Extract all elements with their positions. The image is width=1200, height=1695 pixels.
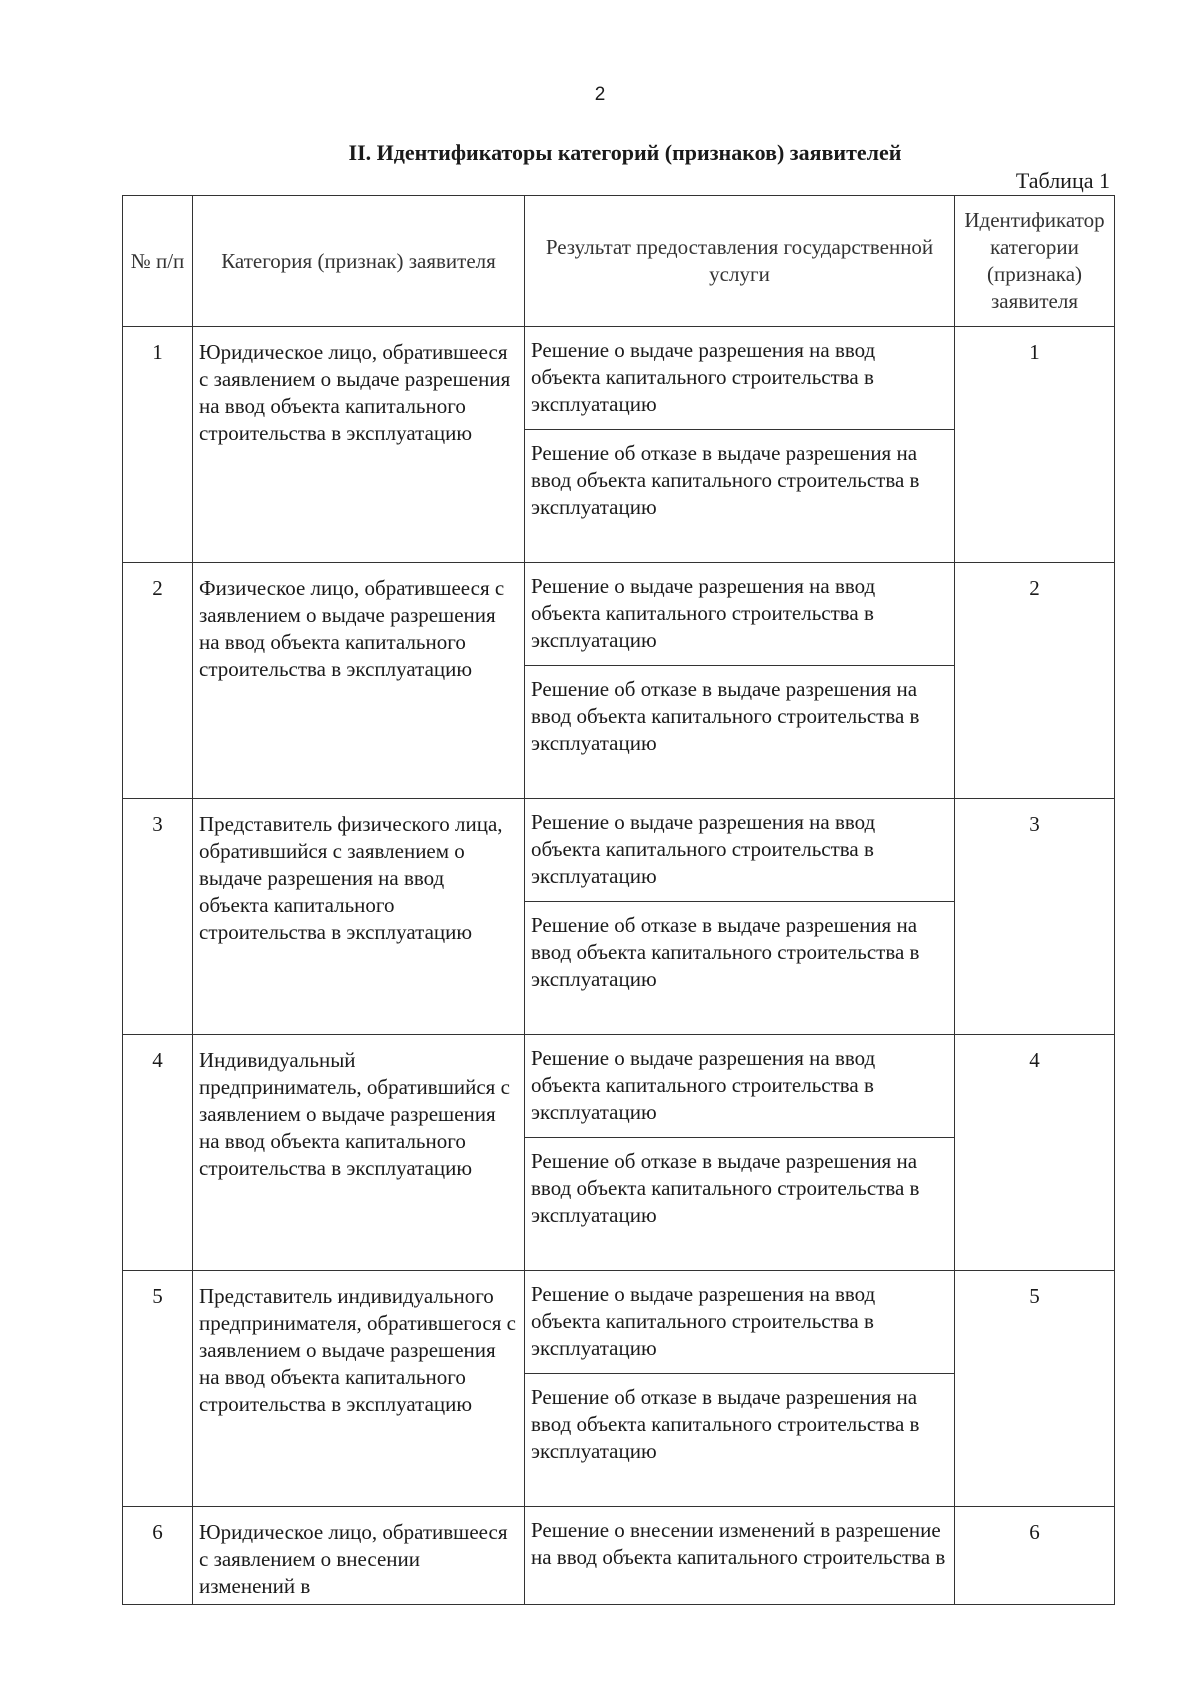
table-row xyxy=(123,563,1115,666)
service-result: Решение об отказе в выдаче разрешения на ввод объекта капитального строительства в эксплуатацию xyxy=(525,1374,955,1507)
table-row xyxy=(123,799,1115,902)
applicant-category: Представитель физического лица, обратившийся с заявлением о выдаче разрешения на ввод объекта капитального строительства в эксплуатацию xyxy=(193,799,525,1035)
category-identifier: 2 xyxy=(955,563,1115,799)
row-number: 4 xyxy=(123,1035,193,1271)
service-result: Решение о выдаче разрешения на ввод объекта капитального строительства в эксплуатацию xyxy=(525,1035,955,1138)
service-result: Решение о выдаче разрешения на ввод объекта капитального строительства в эксплуатацию xyxy=(525,563,955,666)
header-result: Результат предоставления государственной услуги xyxy=(525,196,955,327)
applicant-categories-table xyxy=(122,195,1115,1605)
category-identifier: 3 xyxy=(955,799,1115,1035)
category-identifier: 4 xyxy=(955,1035,1115,1271)
service-result: Решение о внесении изменений в разрешение на ввод объекта капитального строительства в xyxy=(525,1507,955,1605)
section-title: II. Идентификаторы категорий (признаков) заявителей xyxy=(348,140,902,165)
table-row xyxy=(123,327,1115,430)
applicant-category: Юридическое лицо, обратившееся с заявлением о выдаче разрешения на ввод объекта капитального строительства в эксплуатацию xyxy=(193,327,525,563)
service-result: Решение о выдаче разрешения на ввод объекта капитального строительства в эксплуатацию xyxy=(525,327,955,430)
applicant-category: Юридическое лицо, обратившееся с заявлением о внесении изменений в xyxy=(193,1507,525,1605)
service-result: Решение об отказе в выдаче разрешения на ввод объекта капитального строительства в эксплуатацию xyxy=(525,430,955,563)
table-row xyxy=(123,1507,1115,1605)
page-number: 2 xyxy=(594,84,606,105)
category-identifier: 6 xyxy=(955,1507,1115,1605)
service-result: Решение о выдаче разрешения на ввод объекта капитального строительства в эксплуатацию xyxy=(525,799,955,902)
category-identifier: 1 xyxy=(955,327,1115,563)
row-number: 3 xyxy=(123,799,193,1035)
service-result: Решение об отказе в выдаче разрешения на ввод объекта капитального строительства в эксплуатацию xyxy=(525,666,955,799)
applicant-category: Представитель индивидуального предпринимателя, обратившегося с заявлением о выдаче разрешения на ввод объекта капитального строительства в эксплуатацию xyxy=(193,1271,525,1507)
table-row xyxy=(123,1035,1115,1138)
table-row xyxy=(123,1271,1115,1374)
row-number: 2 xyxy=(123,563,193,799)
row-number: 1 xyxy=(123,327,193,563)
applicant-category: Физическое лицо, обратившееся с заявлением о выдаче разрешения на ввод объекта капитального строительства в эксплуатацию xyxy=(193,563,525,799)
service-result: Решение о выдаче разрешения на ввод объекта капитального строительства в эксплуатацию xyxy=(525,1271,955,1374)
header-num: № п/п xyxy=(123,196,193,327)
header-category: Категория (признак) заявителя xyxy=(193,196,525,327)
row-number: 5 xyxy=(123,1271,193,1507)
service-result: Решение об отказе в выдаче разрешения на ввод объекта капитального строительства в эксплуатацию xyxy=(525,902,955,1035)
table-caption: Таблица 1 xyxy=(1015,168,1110,193)
header-identifier: Идентификатор категории (признака) заявителя xyxy=(955,196,1115,327)
service-result: Решение об отказе в выдаче разрешения на ввод объекта капитального строительства в эксплуатацию xyxy=(525,1138,955,1271)
applicant-category: Индивидуальный предприниматель, обратившийся с заявлением о выдаче разрешения на ввод объекта капитального строительства в эксплуатацию xyxy=(193,1035,525,1271)
category-identifier: 5 xyxy=(955,1271,1115,1507)
table-header-row xyxy=(123,196,1115,327)
row-number: 6 xyxy=(123,1507,193,1605)
